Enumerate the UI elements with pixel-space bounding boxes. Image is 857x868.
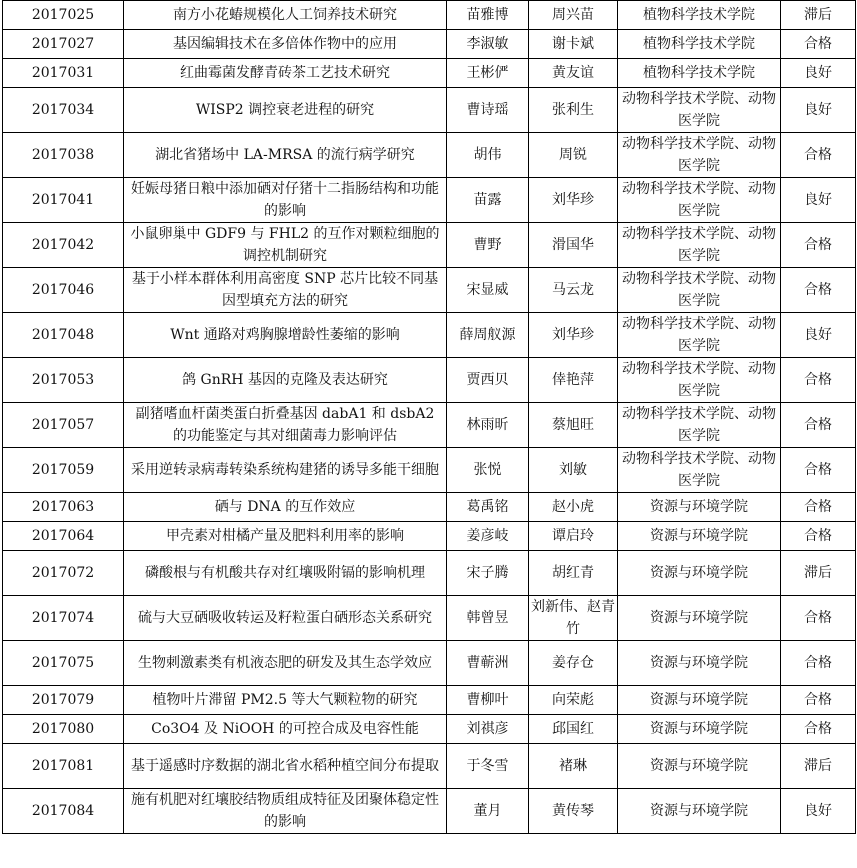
advisor-name: 胡红青 [529,551,618,596]
student-name: 李淑敏 [447,30,529,59]
project-id: 2017074 [3,596,124,641]
grade-value: 合格 [781,403,856,448]
advisor-name: 黄传琴 [529,789,618,834]
table-row [3,448,856,493]
advisor-name: 刘敏 [529,448,618,493]
advisor-name: 向荣彪 [529,686,618,715]
project-title: 基因编辑技术在多倍体作物中的应用 [124,30,447,59]
student-name: 贾西贝 [447,358,529,403]
project-title: 磷酸根与有机酸共存对红壤吸附镉的影响机理 [124,551,447,596]
grade-value: 良好 [781,178,856,223]
college-name: 动物科学技术学院、动物医学院 [618,403,781,448]
project-title: 植物叶片滞留 PM2.5 等大气颗粒物的研究 [124,686,447,715]
table-row [3,59,856,88]
grade-value: 合格 [781,641,856,686]
project-id: 2017034 [3,88,124,133]
student-name: 薛周舣源 [447,313,529,358]
project-id: 2017042 [3,223,124,268]
project-id: 2017031 [3,59,124,88]
college-name: 动物科学技术学院、动物医学院 [618,448,781,493]
table-row [3,641,856,686]
college-name: 动物科学技术学院、动物医学院 [618,358,781,403]
student-name: 王彬俨 [447,59,529,88]
advisor-name: 谭启玲 [529,522,618,551]
advisor-name: 谢卡斌 [529,30,618,59]
student-name: 林雨昕 [447,403,529,448]
table-row [3,178,856,223]
project-id: 2017046 [3,268,124,313]
project-id: 2017064 [3,522,124,551]
table-row [3,686,856,715]
grade-value: 合格 [781,522,856,551]
advisor-name: 张利生 [529,88,618,133]
student-name: 曹野 [447,223,529,268]
grade-value: 合格 [781,133,856,178]
student-name: 曹诗瑶 [447,88,529,133]
college-name: 植物科学技术学院 [618,59,781,88]
college-name: 植物科学技术学院 [618,1,781,30]
project-id: 2017084 [3,789,124,834]
student-name: 韩曾昱 [447,596,529,641]
student-name: 刘祺彦 [447,715,529,744]
grade-value: 良好 [781,88,856,133]
project-id: 2017081 [3,744,124,789]
advisor-name: 周兴苗 [529,1,618,30]
advisor-name: 姜存仓 [529,641,618,686]
college-name: 动物科学技术学院、动物医学院 [618,178,781,223]
student-name: 宋子腾 [447,551,529,596]
project-title: 采用逆转录病毒转染系统构建猪的诱导多能干细胞 [124,448,447,493]
college-name: 资源与环境学院 [618,744,781,789]
college-name: 动物科学技术学院、动物医学院 [618,223,781,268]
student-name: 苗雅博 [447,1,529,30]
table-row [3,30,856,59]
grade-value: 良好 [781,59,856,88]
project-title: 施有机肥对红壤胶结物质组成特征及团聚体稳定性的影响 [124,789,447,834]
table-row [3,493,856,522]
student-name: 曹柳叶 [447,686,529,715]
student-name: 姜彦岐 [447,522,529,551]
college-name: 资源与环境学院 [618,551,781,596]
project-id: 2017053 [3,358,124,403]
project-title: 基于小样本群体利用高密度 SNP 芯片比较不同基因型填充方法的研究 [124,268,447,313]
table-row [3,133,856,178]
grade-value: 合格 [781,223,856,268]
project-title: Co3O4 及 NiOOH 的可控合成及电容性能 [124,715,447,744]
project-id: 2017038 [3,133,124,178]
project-title: 鸽 GnRH 基因的克隆及表达研究 [124,358,447,403]
advisor-name: 蔡旭旺 [529,403,618,448]
college-name: 动物科学技术学院、动物医学院 [618,313,781,358]
project-title: Wnt 通路对鸡胸腺增龄性萎缩的影响 [124,313,447,358]
project-id: 2017027 [3,30,124,59]
grade-value: 良好 [781,313,856,358]
grade-value: 合格 [781,493,856,522]
project-title: 红曲霉菌发酵青砖茶工艺技术研究 [124,59,447,88]
table-row [3,715,856,744]
table-row [3,88,856,133]
advisor-name: 滑国华 [529,223,618,268]
table-row [3,596,856,641]
table-row [3,1,856,30]
grade-value: 良好 [781,789,856,834]
table-body [3,1,856,834]
grade-value: 合格 [781,358,856,403]
project-title: 硫与大豆硒吸收转运及籽粒蛋白硒形态关系研究 [124,596,447,641]
project-id: 2017063 [3,493,124,522]
student-name: 苗露 [447,178,529,223]
table-row [3,358,856,403]
student-name: 于冬雪 [447,744,529,789]
college-name: 资源与环境学院 [618,522,781,551]
college-name: 资源与环境学院 [618,686,781,715]
project-id: 2017079 [3,686,124,715]
grade-value: 滞后 [781,551,856,596]
project-id: 2017072 [3,551,124,596]
grade-value: 合格 [781,268,856,313]
table-row [3,403,856,448]
student-name: 董月 [447,789,529,834]
advisor-name: 刘华珍 [529,313,618,358]
college-name: 资源与环境学院 [618,641,781,686]
project-id: 2017025 [3,1,124,30]
project-id: 2017059 [3,448,124,493]
college-name: 资源与环境学院 [618,715,781,744]
college-name: 资源与环境学院 [618,596,781,641]
student-name: 胡伟 [447,133,529,178]
college-name: 植物科学技术学院 [618,30,781,59]
grade-value: 合格 [781,448,856,493]
student-name: 张悦 [447,448,529,493]
advisor-name: 赵小虎 [529,493,618,522]
advisor-name: 邱国红 [529,715,618,744]
college-name: 资源与环境学院 [618,789,781,834]
grade-value: 滞后 [781,1,856,30]
student-name: 葛禹铭 [447,493,529,522]
table-row [3,744,856,789]
table-row [3,223,856,268]
college-name: 动物科学技术学院、动物医学院 [618,133,781,178]
project-title: 硒与 DNA 的互作效应 [124,493,447,522]
college-name: 动物科学技术学院、动物医学院 [618,88,781,133]
project-id: 2017080 [3,715,124,744]
grade-value: 合格 [781,686,856,715]
project-title: WISP2 调控衰老进程的研究 [124,88,447,133]
table-row [3,313,856,358]
advisor-name: 刘华珍 [529,178,618,223]
advisor-name: 周锐 [529,133,618,178]
project-title: 副猪嗜血杆菌类蛋白折叠基因 dabA1 和 dsbA2 的功能鉴定与其对细菌毒力影响评估 [124,403,447,448]
grade-value: 合格 [781,715,856,744]
project-id: 2017057 [3,403,124,448]
project-id: 2017041 [3,178,124,223]
table-row [3,789,856,834]
student-name: 宋显威 [447,268,529,313]
project-title: 湖北省猪场中 LA-MRSA 的流行病学研究 [124,133,447,178]
grade-value: 滞后 [781,744,856,789]
project-id: 2017048 [3,313,124,358]
project-title: 基于遥感时序数据的湖北省水稻种植空间分布提取 [124,744,447,789]
student-name: 曹蕲洲 [447,641,529,686]
advisor-name: 刘新伟、赵青竹 [529,596,618,641]
advisor-name: 褚琳 [529,744,618,789]
project-title: 甲壳素对柑橘产量及肥料利用率的影响 [124,522,447,551]
table-row [3,551,856,596]
grade-value: 合格 [781,596,856,641]
project-title: 小鼠卵巢中 GDF9 与 FHL2 的互作对颗粒细胞的调控机制研究 [124,223,447,268]
project-id: 2017075 [3,641,124,686]
advisor-name: 倖艳萍 [529,358,618,403]
table-row [3,268,856,313]
advisor-name: 黄友谊 [529,59,618,88]
project-title: 南方小花蝽规模化人工饲养技术研究 [124,1,447,30]
project-title: 生物刺激素类有机液态肥的研发及其生态学效应 [124,641,447,686]
table-row [3,522,856,551]
project-table [2,0,856,834]
college-name: 资源与环境学院 [618,493,781,522]
advisor-name: 马云龙 [529,268,618,313]
college-name: 动物科学技术学院、动物医学院 [618,268,781,313]
project-title: 妊娠母猪日粮中添加硒对仔猪十二指肠结构和功能的影响 [124,178,447,223]
grade-value: 合格 [781,30,856,59]
